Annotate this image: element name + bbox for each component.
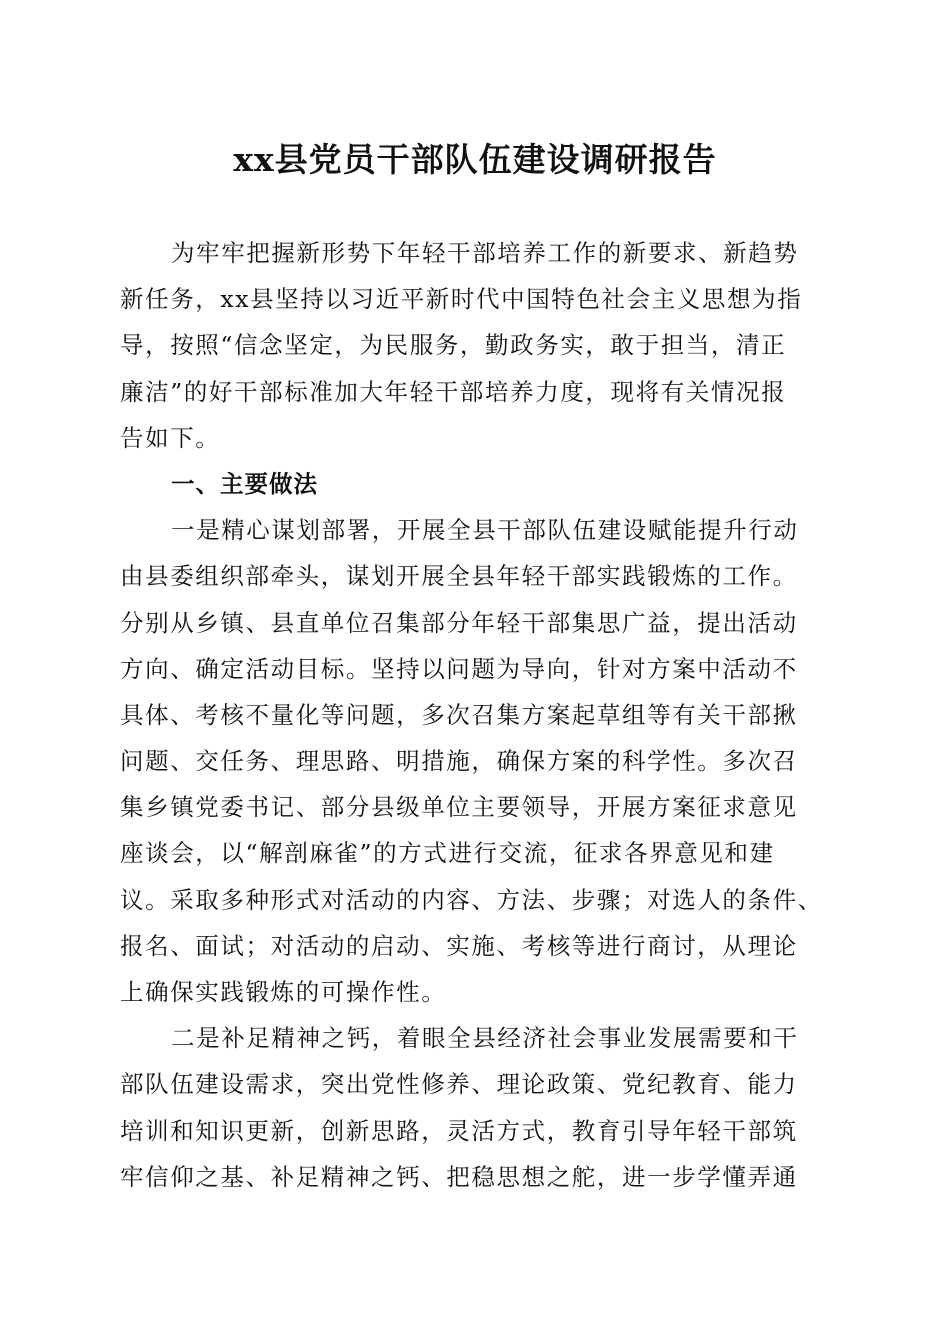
paragraph-line: 上确保实践锻炼的可操作性。 [120,978,447,1006]
paragraph-line: 具体、考核不量化等问题，多次召集方案起草组等有关干部揪 [120,700,798,729]
paragraph-1 [120,507,832,1015]
paragraph-line: 问题、交任务、理思路、明措施，确保方案的科学性。多次召 [120,747,798,776]
document-body [120,230,832,1200]
intro-line: 廉洁”的好干部标准加大年轻干部培养力度，现将有关情况报 [120,377,787,406]
section-heading: 一、主要做法 [171,469,318,498]
paragraph-line: 由县委组织部牵头，谋划开展全县年轻干部实践锻炼的工作。 [120,562,798,591]
paragraph-2 [120,1015,832,1200]
intro-line: 导，按照“信念坚定，为民服务，勤政务实，敢于担当，清正 [120,331,787,360]
paragraph-line: 座谈会，以“解剖麻雀”的方式进行交流，征求各界意见和建 [120,839,775,868]
intro-paragraph [120,230,832,461]
intro-line: 新任务，xx县坚持以习近平新时代中国特色社会主义思想为指 [120,285,803,314]
document-title: xx县党员干部队伍建设调研报告 [233,140,717,179]
paragraph-line: 牢信仰之基、补足精神之钙、把稳思想之舵，进一步学懂弄通 [120,1162,798,1191]
paragraph-line: 一是精心谋划部署，开展全县干部队伍建设赋能提升行动 [171,516,799,545]
intro-line: 告如下。 [120,423,221,452]
paragraph-line: 分别从乡镇、县直单位召集部分年轻干部集思广益，提出活动 [120,608,798,637]
paragraph-line: 二是补足精神之钙，着眼全县经济社会事业发展需要和干 [171,1024,799,1053]
paragraph-line: 培训和知识更新，创新思路，灵活方式，教育引导年轻干部筑 [120,1116,798,1145]
paragraph-line: 议。采取多种形式对活动的内容、方法、步骤；对选人的条件、 [120,885,823,914]
intro-line: 为牢牢把握新形势下年轻干部培养工作的新要求、新趋势 [171,239,799,267]
paragraph-line: 报名、面试；对活动的启动、实施、考核等进行商讨，从理论 [120,931,798,960]
paragraph-line: 方向、确定活动目标。坚持以问题为导向，针对方案中活动不 [120,654,798,683]
paragraph-line: 部队伍建设需求，突出党性修养、理论政策、党纪教育、能力 [120,1070,798,1099]
paragraph-line: 集乡镇党委书记、部分县级单位主要领导，开展方案征求意见 [120,793,798,822]
